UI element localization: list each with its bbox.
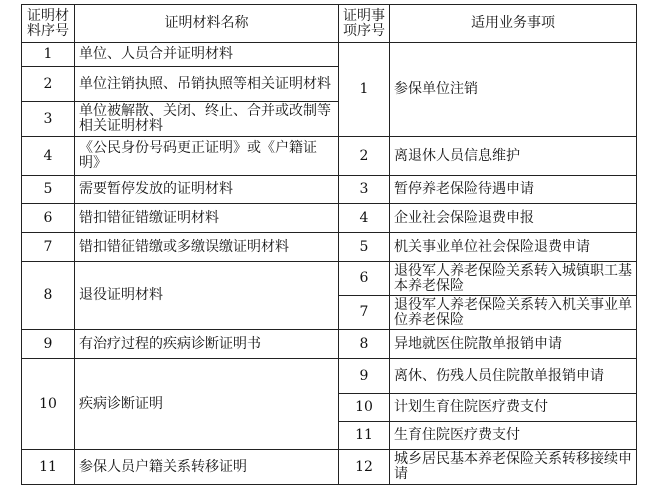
business-item: 暂停养老保险待遇申请 [390,176,637,204]
business-item: 退役军人养老保险关系转入机关事业单位养老保险 [390,296,637,330]
material-no: 1 [22,43,75,67]
material-no: 3 [22,102,75,137]
item-no: 9 [339,359,390,394]
table-row [22,233,637,262]
table-row [22,330,637,359]
material-name: 《公民身份号码更正证明》或《户籍证明》 [75,137,339,176]
item-no: 10 [339,394,390,422]
item-no: 7 [339,296,390,330]
business-item: 计划生育住院医疗费支付 [390,394,637,422]
material-name: 单位、人员合并证明材料 [75,43,339,67]
item-no: 5 [339,233,390,262]
material-no: 4 [22,137,75,176]
table-row [22,359,637,394]
material-no: 5 [22,176,75,204]
table-row [22,450,637,485]
business-item: 生育住院医疗费支付 [390,422,637,450]
business-item: 离休、伤残人员住院散单报销申请 [390,359,637,394]
header-material-name: 证明材料名称 [75,5,339,43]
business-item: 离退休人员信息维护 [390,137,637,176]
evidence-materials-table [21,4,637,485]
header-item-no: 证明事项序号 [339,5,390,43]
business-item: 企业社会保险退费申报 [390,204,637,233]
material-name: 有治疗过程的疾病诊断证明书 [75,330,339,359]
item-no: 4 [339,204,390,233]
item-no: 2 [339,137,390,176]
item-no: 3 [339,176,390,204]
header-row [22,5,637,43]
business-item: 参保单位注销 [390,43,637,137]
material-no: 11 [22,450,75,485]
material-no: 7 [22,233,75,262]
material-no: 2 [22,67,75,102]
item-no: 12 [339,450,390,485]
table-row [22,176,637,204]
header-material-no: 证明材料序号 [22,5,75,43]
item-no: 1 [339,43,390,137]
material-name: 退役证明材料 [75,262,339,330]
material-no: 6 [22,204,75,233]
material-no: 10 [22,359,75,450]
business-item: 城乡居民基本养老保险关系转移接续申请 [390,450,637,485]
material-name: 参保人员户籍关系转移证明 [75,450,339,485]
business-item: 机关事业单位社会保险退费申请 [390,233,637,262]
business-item: 异地就医住院散单报销申请 [390,330,637,359]
material-name: 疾病诊断证明 [75,359,339,450]
item-no: 6 [339,262,390,296]
table-row [22,262,637,296]
table-row [22,43,637,67]
business-item: 退役军人养老保险关系转入城镇职工基本养老保险 [390,262,637,296]
item-no: 8 [339,330,390,359]
table-row [22,137,637,176]
material-name: 错扣错征错缴证明材料 [75,204,339,233]
header-business-item: 适用业务事项 [390,5,637,43]
material-no: 8 [22,262,75,330]
item-no: 11 [339,422,390,450]
material-name: 单位注销执照、吊销执照等相关证明材料 [75,67,339,102]
material-name: 单位被解散、关闭、终止、合并或改制等相关证明材料 [75,102,339,137]
table-row [22,204,637,233]
material-no: 9 [22,330,75,359]
material-name: 需要暂停发放的证明材料 [75,176,339,204]
material-name: 错扣错征错缴或多缴误缴证明材料 [75,233,339,262]
